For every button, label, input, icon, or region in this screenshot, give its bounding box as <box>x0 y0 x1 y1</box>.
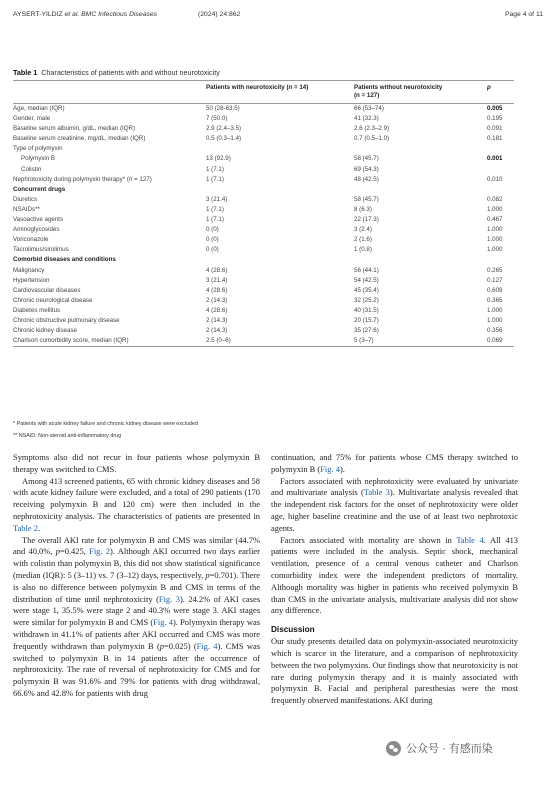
cell-without-neurotoxicity: 0.7 (0.5–1.0) <box>354 135 390 143</box>
table-row <box>13 154 514 164</box>
running-head-citation: AYSERT-YILDIZ et al. BMC Infectious Diseases <box>13 11 158 18</box>
watermark-text: 公众号 · 有感而染 <box>406 743 493 755</box>
cell-without-neurotoxicity: 22 (17.3) <box>354 216 379 224</box>
cell-p-value: 0.127 <box>487 276 503 284</box>
cell-with-neurotoxicity: 2.5 (0–6) <box>206 337 231 345</box>
table-row <box>13 326 514 336</box>
paragraph: The overall AKI rate for polymyxin B and CMS was similar (44.7% and 40.0%, p=0.425, Fig. 2). Although AKI occurred two days earlier with colistin than polymyxin B, this did not show statistical significance (median (IQR): 5 (3–11) vs. 7 (3–12) days, respectively, p=0.701). There is also no difference between polymyxin B and CMS in terms of the distribution of time until nephrotoxicity (Fig. 3). 24.2% of AKI cases were stage 1, 35.5% were stage 2 and 40.3% were stage 3. AKI stages were similar for polymyxin B and CMS (Fig. 4). Polymyxin therapy was withdrawn in 41.1% of patients after AKI occurred and CMS was more frequently withdrawn than polymyxin B (p=0.025) (Fig. 4). CMS was switched to polymyxin B in 14 patients after the occurrence of nephrotoxicity. The rate of reversal of nephrotoxicity for CMS and for polymyxin B was 91.6% and 79% for patients with drug withdrawal, 66.6% and 42.8% for patients with drug <box>13 534 261 698</box>
cell-with-neurotoxicity: 1 (7.1) <box>206 205 224 213</box>
table-3-link[interactable]: Table 3 <box>363 487 390 498</box>
body-right-column <box>271 452 518 707</box>
cell-with-neurotoxicity: 13 (92.9) <box>206 155 231 163</box>
table-row <box>13 306 514 316</box>
table-row <box>13 195 514 205</box>
cell-label: Diabetes mellitus <box>13 306 61 314</box>
table-caption <box>13 68 220 77</box>
table-row <box>13 296 514 306</box>
cell-with-neurotoxicity: 3 (21.4) <box>206 195 228 203</box>
table-row <box>13 134 514 144</box>
cell-p-value: 1.000 <box>487 205 503 213</box>
paragraph: Among 413 screened patients, 65 with chronic kidney diseases and 58 with acute kidney failure were excluded, and a total of 290 patients (170 receiving polymyxin B and 120 cm) were then included in the nephrotoxicity analysis. The characteristics of patients are presented in Table 2. <box>13 475 260 533</box>
cell-with-neurotoxicity: 0 (0) <box>206 236 219 244</box>
table-row <box>13 144 514 154</box>
cell-label: Chronic kidney disease <box>13 327 77 335</box>
cell-p-value: 1.000 <box>487 316 503 324</box>
table-row <box>13 316 514 326</box>
cell-label: Tacrolimus/sirolimus <box>13 246 69 254</box>
cell-with-neurotoxicity: 2 (14.3) <box>206 327 228 335</box>
wechat-icon <box>386 741 401 756</box>
table-section-row <box>13 185 514 195</box>
cell-without-neurotoxicity: 58 (45.7) <box>354 155 379 163</box>
cell-with-neurotoxicity: 0.5 (0.3–1.4) <box>206 135 242 143</box>
cell-with-neurotoxicity: 0 (0) <box>206 226 219 234</box>
fig-2-link[interactable]: Fig. 2 <box>89 546 111 557</box>
cell-p-value: 0.609 <box>487 286 503 294</box>
table-section-row <box>13 255 514 265</box>
cell-label: Voriconazole <box>13 236 49 244</box>
table-footnote: * Patients with acute kidney failure and chronic kidney disease were excluded <box>13 421 198 427</box>
table-row <box>13 245 514 255</box>
cell-label: Baseline serum albumin, g/dL, median (IQR) <box>13 125 136 133</box>
cell-p-value: 0.356 <box>487 327 503 335</box>
cell-with-neurotoxicity: 3 (21.4) <box>206 276 228 284</box>
cell-with-neurotoxicity: 4 (28.6) <box>206 286 228 294</box>
cell-p-value: 0.001 <box>487 155 503 163</box>
table-body <box>13 104 514 346</box>
fig-4-link[interactable]: Fig. 4 <box>153 617 173 628</box>
table-caption-text: Characteristics of patients with and without neurotoxicity <box>41 68 220 77</box>
cell-label: Aminoglycosides <box>13 226 60 234</box>
cell-label: Chronic obstructive pulmonary disease <box>13 316 120 324</box>
table-header <box>13 81 514 103</box>
paragraph: Our study presents detailed data on polymyxin-associated neurotoxicity which is scarce in the literature, and a comparison of nephrotoxicity between the two polymyxins. Our findings show that neurotoxicity is not rare during polymyxin therapy and it is mainly associated with polymyxin B. Facial and peripheral paresthesias were the most frequently observed manifestations. AKI during <box>271 636 518 706</box>
cell-label: Diuretics <box>13 195 38 203</box>
cell-p-value: 0.181 <box>487 135 503 143</box>
page-number: Page 4 of 11 <box>504 11 543 18</box>
cell-without-neurotoxicity: 40 (31.5) <box>354 306 379 314</box>
running-head-year: (2024) 24:862 <box>198 11 241 18</box>
table-row <box>13 336 514 346</box>
cell-label: Charlson comorbidity score, median (IQR) <box>13 337 129 345</box>
table-row <box>13 114 514 124</box>
cell-without-neurotoxicity: 32 (25.2) <box>354 296 379 304</box>
cell-without-neurotoxicity: 20 (15.7) <box>354 316 379 324</box>
table-4-link[interactable]: Table 4 <box>456 534 484 545</box>
cell-without-neurotoxicity: 69 (54.3) <box>354 165 379 173</box>
cell-with-neurotoxicity: 2 (14.3) <box>206 316 228 324</box>
table-bottom-rule <box>13 346 514 347</box>
cell-without-neurotoxicity: 41 (32.3) <box>354 115 379 123</box>
cell-without-neurotoxicity: 2 (1.6) <box>354 236 372 244</box>
section-heading-discussion: Discussion <box>271 625 315 635</box>
table-row <box>13 175 514 185</box>
cell-p-value: 1.000 <box>487 306 503 314</box>
cell-without-neurotoxicity: 56 (44.1) <box>354 266 379 274</box>
cell-with-neurotoxicity: 0 (0) <box>206 246 219 254</box>
cell-p-value: 0.365 <box>487 296 503 304</box>
header-p-value: p <box>487 84 491 91</box>
cell-label: Malignancy <box>13 266 45 274</box>
table-row <box>13 225 514 235</box>
cell-p-value: 1.000 <box>487 246 503 254</box>
cell-p-value: 0.005 <box>487 105 503 112</box>
cell-with-neurotoxicity: 7 (50.0) <box>206 115 228 123</box>
cell-label: Polymyxin B <box>21 155 56 163</box>
cell-p-value: 0.091 <box>487 125 503 133</box>
table-row <box>13 266 514 276</box>
table-footnote: ** NSAID: Non-steroid anti-inflammatory drug <box>13 433 122 439</box>
cell-label: Gender, male <box>13 115 51 123</box>
table-row <box>13 276 514 286</box>
cell-p-value: 1.000 <box>487 226 503 234</box>
table-row <box>13 235 514 245</box>
cell-with-neurotoxicity: 4 (28.6) <box>206 266 228 274</box>
cell-with-neurotoxicity: 4 (28.6) <box>206 306 228 314</box>
cell-with-neurotoxicity: 50 (28-63.5) <box>206 105 240 112</box>
cell-label: Vasoactive agents <box>13 216 64 224</box>
cell-without-neurotoxicity: 45 (35.4) <box>354 286 379 294</box>
cell-label: Age, median (IQR) <box>13 105 65 112</box>
table-row <box>13 215 514 225</box>
characteristics-table <box>13 80 514 347</box>
cell-p-value: 0.467 <box>487 216 503 224</box>
paragraph: Symptoms also did not recur in four patients whose polymyxin B therapy was switched to CMS. <box>13 452 260 474</box>
paragraph: continuation, and 75% for patients whose CMS therapy switched to polymyxin B (Fig. 4). <box>271 452 518 474</box>
cell-without-neurotoxicity: 35 (27.6) <box>354 327 379 335</box>
cell-with-neurotoxicity: 1 (7.1) <box>206 216 224 224</box>
cell-label: NSAIDs** <box>13 205 40 213</box>
cell-label: Colistin <box>21 165 42 173</box>
cell-label: Baseline serum creatinine, mg/dL, median (IQR) <box>13 135 146 143</box>
cell-label: Hypertension <box>13 276 50 284</box>
cell-without-neurotoxicity: 5 (3–7) <box>354 337 374 345</box>
cell-without-neurotoxicity: 3 (2.4) <box>354 226 372 234</box>
paragraph: Factors associated with mortality are shown in Table 4. All 413 patients were included in the analysis. Septic shock, mechanical ventilation, presence of a central venous catheter and Charlson comorbidity index were the independent predictors of mortality. Although mortality was higher in patients who received polymyxin B than CMS in the univariate analysis, multivariate analysis did not show any difference. <box>271 534 519 616</box>
cell-without-neurotoxicity: 54 (42.5) <box>354 276 379 284</box>
watermark <box>386 740 493 756</box>
cell-without-neurotoxicity: 2.6 (2.3–2.9) <box>354 125 390 133</box>
cell-without-neurotoxicity: 58 (45.7) <box>354 195 379 203</box>
cell-without-neurotoxicity: 8 (6.3) <box>354 205 372 213</box>
cell-with-neurotoxicity: 1 (7.1) <box>206 175 224 183</box>
cell-p-value: 0.265 <box>487 266 503 274</box>
table-row <box>13 104 514 114</box>
body-left-column <box>13 452 260 700</box>
cell-p-value: 1.000 <box>487 236 503 244</box>
cell-label: Comorbid diseases and conditions <box>13 256 116 264</box>
table-row <box>13 165 514 175</box>
table-2-link[interactable]: Table 2 <box>13 522 38 533</box>
table-row <box>13 124 514 134</box>
cell-p-value: 0.082 <box>487 195 503 203</box>
cell-with-neurotoxicity: 2 (14.3) <box>206 296 228 304</box>
cell-label: Cardiovascular diseases <box>13 286 81 294</box>
cell-label: Chronic neurological disease <box>13 296 93 304</box>
table-label: Table 1 <box>13 68 38 77</box>
table-row <box>13 286 514 296</box>
header-with-neurotoxicity: Patients with neurotoxicity (n = 14) <box>206 84 309 91</box>
fig-4-link[interactable]: Fig. 4 <box>320 463 340 474</box>
cell-without-neurotoxicity: 1 (0.8) <box>354 246 372 254</box>
fig-4-link[interactable]: Fig. 4 <box>196 640 218 651</box>
header-without-neurotoxicity: Patients without neurotoxicity (n = 127) <box>354 84 443 99</box>
cell-label: Nephrotoxicity during polymyxin therapy* (n = 127) <box>13 175 152 183</box>
cell-with-neurotoxicity: 2.9 (2.4–3.5) <box>206 125 242 133</box>
cell-without-neurotoxicity: 66 (53–74) <box>354 105 384 112</box>
cell-label: Type of polymyxin <box>13 145 63 153</box>
table-row <box>13 205 514 215</box>
fig-3-link[interactable]: Fig. 3 <box>158 593 180 604</box>
cell-p-value: 0.069 <box>487 337 503 345</box>
running-head <box>13 11 543 23</box>
cell-without-neurotoxicity: 48 (42.5) <box>354 175 379 183</box>
paragraph: Factors associated with nephrotoxicity were evaluated by univariate and multivariate analysis (Table 3). Multivariate analysis revealed that the independent risk factors for the onset of nephrotoxicity were older age, higher baseline creatinine and the use of at least two nephrotoxic agents. <box>271 475 518 533</box>
cell-label: Concurrent drugs <box>13 185 66 193</box>
cell-p-value: 0.195 <box>487 115 503 123</box>
cell-with-neurotoxicity: 1 (7.1) <box>206 165 224 173</box>
cell-p-value: 0.010 <box>487 175 503 183</box>
